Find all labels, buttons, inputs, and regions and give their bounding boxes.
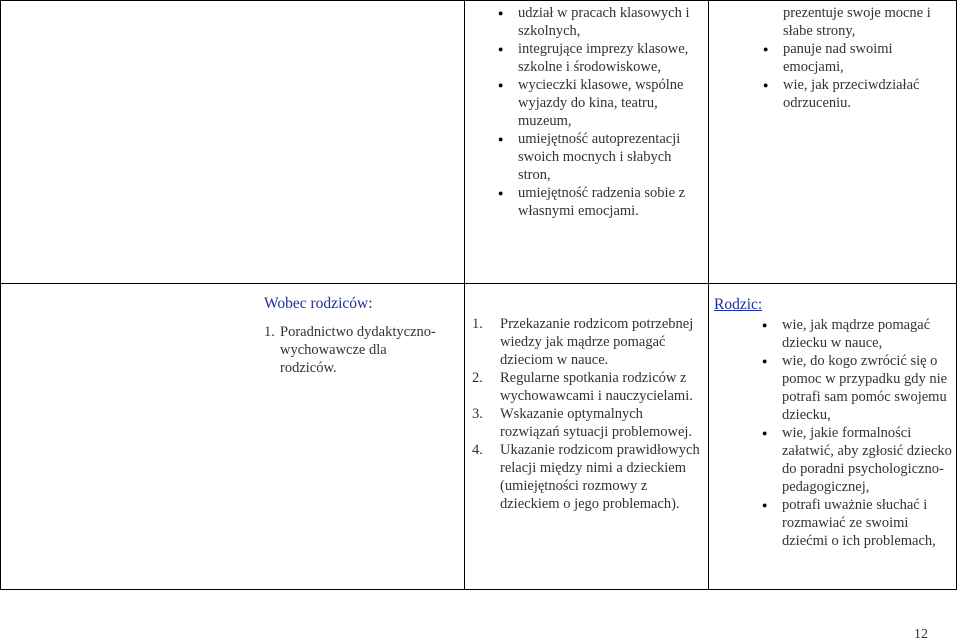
goal-item <box>264 323 459 377</box>
top-activities-cell <box>496 4 701 220</box>
list-item: ● umiejętność autoprezentacji swoich mocnych i słabych stron, <box>496 130 701 184</box>
item-text: Regularne spotkania rodziców z wychowawcami i nauczycielami. <box>500 370 693 404</box>
parents-tasks-cell <box>472 315 702 513</box>
list-item: ● wycieczki klasowe, wspólne wyjazdy do kina, teatru, muzeum, <box>496 76 701 130</box>
column-divider-1 <box>464 0 465 590</box>
parents-outcomes-cell <box>714 296 954 550</box>
list-item <box>472 405 702 441</box>
continuation-text: prezentuje swoje mocne i słabe strony, <box>783 5 931 39</box>
list-item: ● panuje nad swoimi emocjami, <box>761 40 951 76</box>
list-item <box>472 369 702 405</box>
list-item <box>472 315 702 369</box>
list-item: ● wie, do kogo zwrócić się o pomoc w przypadku gdy nie potrafi sam pomóc swojemu dziecku, <box>760 352 954 424</box>
page-number: 12 <box>914 627 928 642</box>
table-bottom-border <box>0 589 957 590</box>
item-text: Wskazanie optymalnych rozwiązań sytuacji problemowej. <box>500 406 693 440</box>
list-item <box>472 441 702 513</box>
table-top-border <box>0 0 957 1</box>
section-heading: Wobec rodziców: <box>264 295 373 312</box>
table-left-border <box>0 0 1 590</box>
list-item: ● integrujące imprezy klasowe, szkolne i środowiskowe, <box>496 40 701 76</box>
column-divider-2 <box>708 0 709 590</box>
outcomes-list <box>761 40 951 112</box>
list-item: ● wie, jak mądrze pomagać dziecku w nauce, <box>760 316 954 352</box>
list-item: ● wie, jakie formalności załatwić, aby zgłosić dziecko do poradni psychologiczno-pedagogicznej, <box>760 424 954 496</box>
parent-outcomes-list <box>760 316 954 550</box>
goal-text: Poradnictwo dydaktyczno-wychowawcze dla rodziców. <box>280 324 436 376</box>
column-divider-3 <box>956 0 957 590</box>
list-item: ● umiejętność radzenia sobie z własnymi emocjami. <box>496 184 701 220</box>
item-number: 2. <box>472 370 483 386</box>
row-divider <box>0 283 957 284</box>
goal-number: 1. <box>264 324 275 340</box>
parents-goals-cell <box>264 295 459 377</box>
item-number: 4. <box>472 442 483 458</box>
list-item: ● wie, jak przeciwdziałać odrzuceniu. <box>761 76 951 112</box>
list-item: ● potrafi uważnie słuchać i rozmawiać ze swoimi dziećmi o ich problemach, <box>760 496 954 550</box>
item-text: Przekazanie rodzicom potrzebnej wiedzy jak mądrze pomagać dzieciom w nauce. <box>500 316 694 368</box>
item-number: 3. <box>472 406 483 422</box>
item-number: 1. <box>472 316 483 332</box>
activities-list <box>496 4 701 220</box>
rodzic-heading: Rodzic: <box>714 296 763 313</box>
top-outcomes-cell <box>759 4 951 112</box>
list-item: ● udział w pracach klasowych i szkolnych, <box>496 4 701 40</box>
tasks-list <box>472 315 702 513</box>
item-text: Ukazanie rodzicom prawidłowych relacji między nimi a dzieckiem (umiejętności rozmowy z dzieckiem o jego problemach). <box>500 442 700 512</box>
